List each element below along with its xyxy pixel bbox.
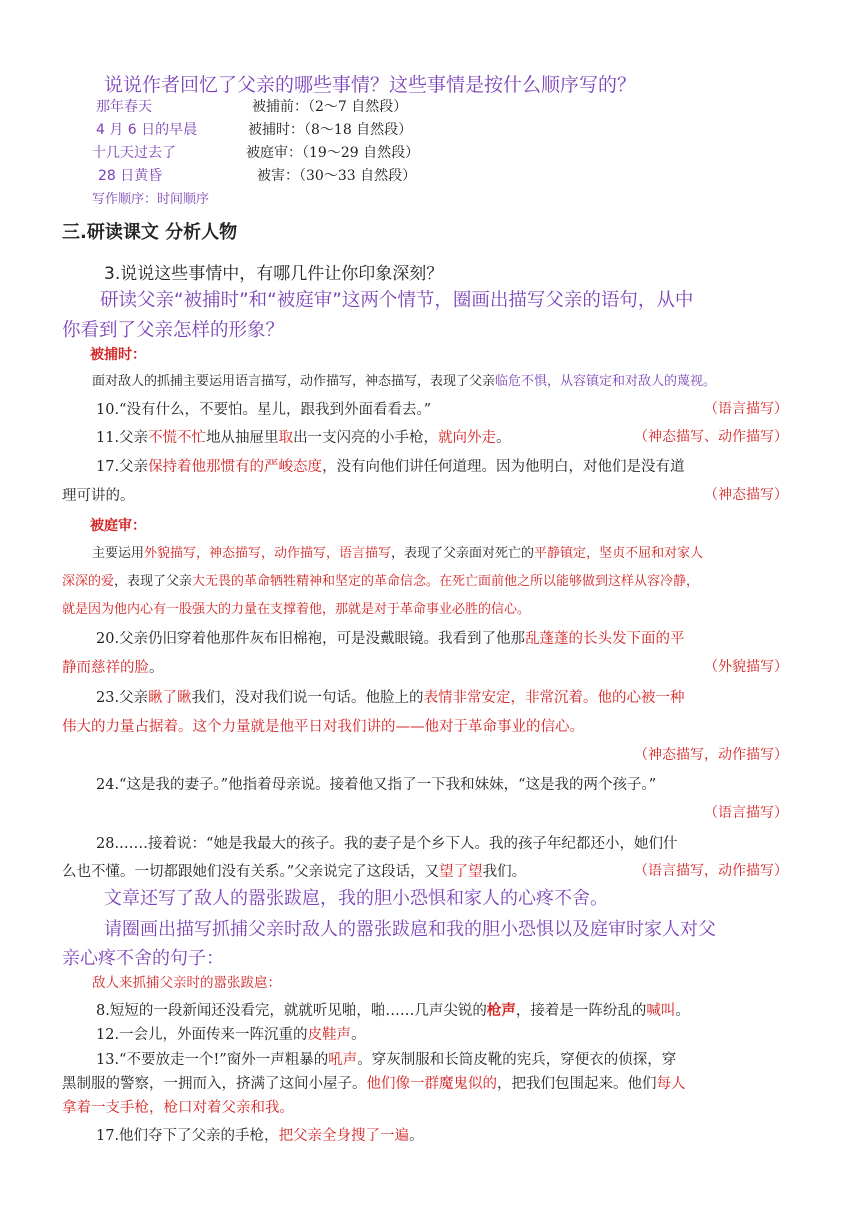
p20-a: 20.父亲仍旧穿着他那件灰布旧棉袍，可是没戴眼镜。我看到了他那: [96, 631, 526, 647]
enemy-p12: [96, 1023, 366, 1044]
circle-question-line-1: 请圈画出描写抓捕父亲时敌人的嚣张跋扈和我的胆小恐惧以及庭审时家人对父: [104, 919, 716, 940]
research-question-line-1: 研读父亲“被捕时”和“被庭审”这两个情节，圈画出描写父亲的语句，从中: [100, 290, 694, 311]
trial-p23-line-2: 伟大的力量占据着。这个力量就是他平日对我们讲的——他对于革命事业的信心。: [62, 719, 584, 735]
arrest-summary: [92, 370, 716, 389]
arrest-p17-line-2: 理可讲的。: [62, 488, 135, 504]
event-label-3: 被庭审：（19～29 自然段）: [246, 145, 420, 161]
p11-text-a: 11.父亲: [96, 430, 149, 446]
trial-s2-b: ，表现了父亲: [114, 574, 193, 589]
arrest-p10: 10.“没有什么，不要怕。星儿，跟我到外面看看去。”: [96, 402, 432, 418]
p17-text-a: 17.父亲: [96, 459, 149, 475]
p13-c: 。穿灰制服和长筒皮靴的宪兵，穿便衣的侦探，穿: [357, 1052, 677, 1068]
trial-p28-tag: （语言描写，动作描写）: [634, 863, 788, 879]
trial-p28-line-2: [62, 860, 526, 881]
trial-s2-c: 大无畏的革命牺牲精神和坚定的革命信念: [192, 574, 427, 589]
p12-a: 12.一会儿，外面传来一阵沉重的: [96, 1027, 308, 1043]
trial-p23-tag: （神态描写，动作描写）: [634, 747, 788, 763]
trial-p23-line-1: [96, 686, 685, 707]
enemy-p13-line-1: [96, 1048, 676, 1069]
trial-summary-line-1: [92, 542, 703, 561]
p23-c: 我们，没对我们说一句话。他脸上的: [191, 690, 424, 706]
trial-p24: 24.“这是我的妻子。”他指着母亲说。接着他又指了一下我和妹妹，“这是我的两个孩子。”: [96, 777, 657, 793]
p23-b: 瞅了瞅: [148, 690, 192, 706]
event-time-4: 28 日黄昏: [98, 168, 163, 184]
trial-p20-tag: （外貌描写）: [704, 659, 788, 675]
question-3: 3.说说这些事情中，有哪几件让你印象深刻？: [104, 264, 444, 284]
p23-d: 表情非常安定，非常沉着。他的心被一种: [423, 690, 685, 706]
ep17-b: 把父亲全身搜了一遍: [278, 1128, 410, 1144]
p11-highlight-d: 取: [278, 430, 294, 446]
p11-highlight-b: 不慌不忙: [148, 430, 207, 446]
ep17-a: 17.他们夺下了父亲的手枪，: [96, 1128, 279, 1144]
p8-a: 8.短短的一段新闻还没看完，就就听见啪，啪……几声尖锐的: [96, 1003, 487, 1019]
event-label-1: 被捕前：（2～7 自然段）: [252, 99, 408, 115]
p12-b: 皮鞋声: [307, 1027, 352, 1043]
trial-s1-c: ，表现了父亲面对死亡的: [391, 546, 535, 561]
p13-g: 每人: [656, 1076, 686, 1092]
trial-p20-line-1: [96, 627, 685, 648]
p13-e: 他们像一群魔鬼似的: [366, 1076, 497, 1092]
trial-s1-b: 外貌描写，神态描写，动作描写，语言描写: [144, 546, 392, 561]
p8-e: 。: [675, 1003, 690, 1019]
section-title: 三.研读课文 分析人物: [62, 222, 238, 243]
arrest-heading: 被捕时：: [90, 347, 146, 363]
p20-c: 静而慈祥的脸: [62, 660, 149, 676]
p8-c: ，接着是一阵纷乱的: [515, 1003, 647, 1019]
enemy-heading: 敌人来抓捕父亲时的嚣张跋扈：: [92, 975, 281, 991]
p20-d: 。: [149, 660, 164, 676]
trial-p28-line-1: 28.……接着说：“她是我最大的孩子。我的妻子是个乡下人。我的孩子年纪都还小，她们什: [96, 836, 678, 852]
trial-s1-e: ，坚贞不屈和对家人: [586, 546, 704, 561]
trial-p24-tag: （语言描写）: [704, 805, 788, 821]
enemy-p13-line-2: [62, 1072, 686, 1093]
also-note: 文章还写了敌人的嚣张跋扈，我的胆小恐惧和家人的心疼不舍。: [104, 888, 608, 909]
p8-b: 枪声: [486, 1002, 516, 1019]
event-label-2: 被捕时：（8～18 自然段）: [248, 122, 413, 138]
p28-d: 我们。: [482, 864, 527, 880]
event-label-4: 被害：（30～33 自然段）: [257, 168, 417, 184]
arrest-p17-tag: （神态描写）: [704, 487, 788, 503]
p17-highlight-b: 保持着他那惯有的严峻态度: [148, 459, 323, 475]
enemy-p13-line-3: 拿着一支手枪，枪口对着父亲和我。: [62, 1100, 294, 1116]
ep17-c: 。: [409, 1128, 424, 1144]
p28-c: 望了望: [439, 864, 483, 880]
arrest-summary-text: 面对敌人的抓捕主要运用语言描写，动作描写，神态描写，表现了父亲: [92, 374, 496, 389]
trial-summary-line-3: 就是因为他内心有一股强大的力量在支撑着他，那就是对于革命事业必胜的信心。: [62, 602, 531, 617]
p13-b: 吼声: [328, 1052, 358, 1068]
intro-question: 说说作者回忆了父亲的哪些事情？这些事情是按什么顺序写的？: [104, 74, 637, 96]
arrest-p17-line-1: [96, 455, 685, 476]
p17-text-c: ，没有向他们讲任何道理。因为他明白，对他们是没有道: [322, 459, 685, 475]
event-time-1: 那年春天: [96, 99, 152, 115]
p11-text-g: 。: [496, 430, 511, 446]
trial-s1-d: 平静镇定: [534, 546, 587, 561]
p13-a: 13.“不要放走一个!”窗外一声粗暴的: [96, 1052, 329, 1068]
enemy-p17: [96, 1124, 424, 1145]
circle-question-line-2: 亲心疼不舍的句子：: [62, 948, 224, 969]
trial-s2-a: 深深的爱: [62, 574, 115, 589]
p20-b: 乱蓬蓬的长头发下面的平: [525, 631, 685, 647]
arrest-p10-tag: （语言描写）: [704, 401, 788, 417]
p12-c: 。: [351, 1027, 366, 1043]
trial-s2-d: 。在死亡面前他之所以能够做到这样从容冷静，: [426, 574, 700, 589]
research-question-line-2: 你看到了父亲怎样的形象？: [62, 320, 285, 341]
arrest-p11-tag: （神态描写、动作描写）: [634, 429, 788, 445]
arrest-summary-highlight: 临危不惧，从容镇定和对敌人的蔑视。: [495, 374, 717, 389]
p13-d: 黑制服的警察，一拥而入，挤满了这间小屋子。: [62, 1076, 367, 1092]
p13-f: ，把我们包围起来。他们: [497, 1076, 657, 1092]
trial-summary-line-2: [62, 570, 699, 589]
p23-a: 23.父亲: [96, 690, 149, 706]
event-time-3: 十几天过去了: [92, 145, 176, 161]
p11-highlight-f: 就向外走: [438, 430, 497, 446]
p28-b: 么也不懂。一切都跟她们没有关系。”父亲说完了这段话，又: [62, 864, 440, 880]
p11-text-e: 出一支闪亮的小手枪，: [293, 430, 439, 446]
p8-d: 喊叫: [646, 1003, 676, 1019]
trial-s1-a: 主要运用: [92, 546, 145, 561]
enemy-p8: [96, 999, 690, 1020]
event-time-2: 4 月 6 日的早晨: [96, 122, 198, 138]
p11-text-c: 地从抽屉里: [206, 430, 279, 446]
trial-p20-line-2: [62, 656, 164, 677]
arrest-p11: [96, 426, 511, 447]
order-note: 写作顺序：时间顺序: [92, 192, 210, 207]
trial-heading: 被庭审：: [90, 518, 146, 534]
